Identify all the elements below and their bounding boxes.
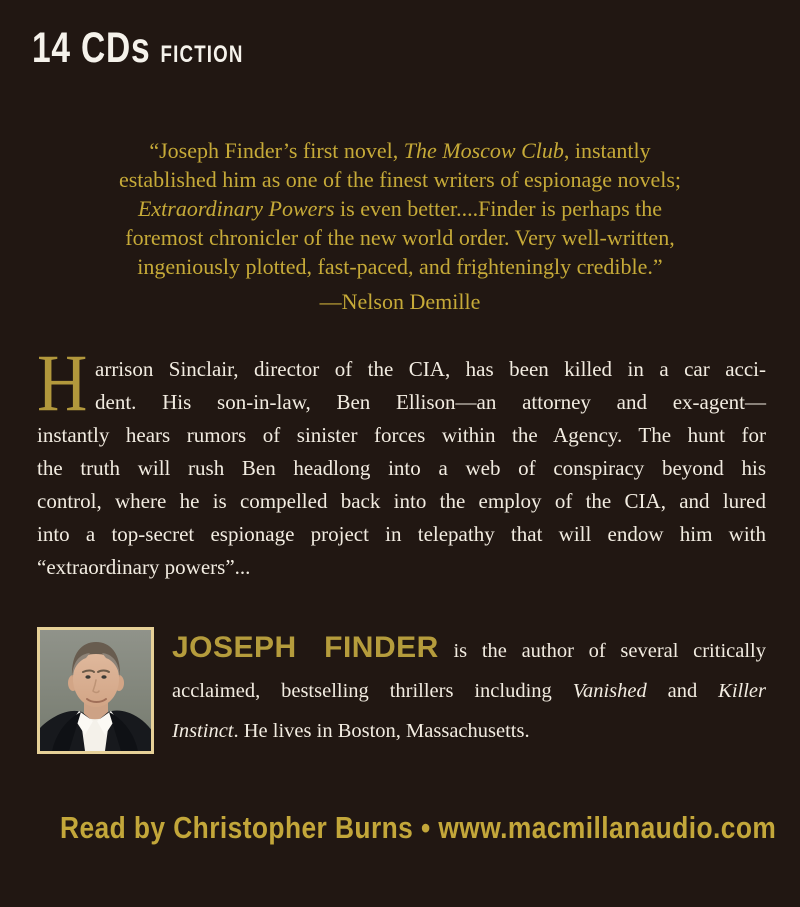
text-line: Extraordinary Powers is even better....Finder is perhaps the — [137, 196, 663, 221]
text-line: arrison Sinclair, director of the CIA, has been killed in a car acci- — [95, 357, 766, 381]
review-quote — [40, 136, 760, 316]
text-line: into a top-secret espionage project in telepathy that will endow him with — [37, 522, 766, 546]
genre-label: FICTION — [160, 41, 244, 68]
header — [32, 24, 244, 73]
text-line: established him as one of the finest writers of espionage novels; — [118, 167, 682, 192]
text-line: “Joseph Finder’s first novel, The Moscow Club, instantly — [149, 138, 651, 163]
review-quote-lines — [40, 136, 760, 281]
text-line: control, where he is compelled back into the employ of the CIA, and lured — [37, 489, 766, 513]
author-photo-frame — [37, 627, 154, 754]
quote-attribution: —Nelson Demille — [319, 289, 481, 314]
text-line: foremost chronicler of the new world order. Very well-written, — [125, 225, 675, 250]
text-line: JOSEPH FINDER is the author of several critically — [172, 631, 766, 664]
text-line: the truth will rush Ben headlong into a web of conspiracy beyond his — [37, 456, 766, 480]
drop-cap: H — [37, 337, 88, 428]
footer-tagline: Read by Christopher Burns • www.macmillanaudio.com — [60, 810, 777, 845]
author-name: JOSEPH FINDER — [172, 631, 439, 664]
text-line: acclaimed, bestselling thrillers including Vanished and Killer — [172, 680, 766, 702]
author-bio — [172, 628, 766, 754]
text-line: Instinct. He lives in Boston, Massachusetts. — [172, 720, 530, 742]
author-section — [37, 627, 766, 754]
cd-count-label: 14 CDs — [32, 24, 151, 72]
text-line: “extraordinary powers”... — [37, 555, 251, 579]
author-photo — [40, 630, 151, 751]
synopsis-lines — [37, 353, 766, 584]
text-line: instantly hears rumors of sinister forces within the Agency. The hunt for — [37, 423, 766, 447]
text-line: dent. His son-in-law, Ben Ellison—an attorney and ex-agent— — [95, 390, 766, 414]
synopsis — [37, 337, 766, 584]
text-line: ingeniously plotted, fast-paced, and frighteningly credible.” — [137, 254, 663, 279]
